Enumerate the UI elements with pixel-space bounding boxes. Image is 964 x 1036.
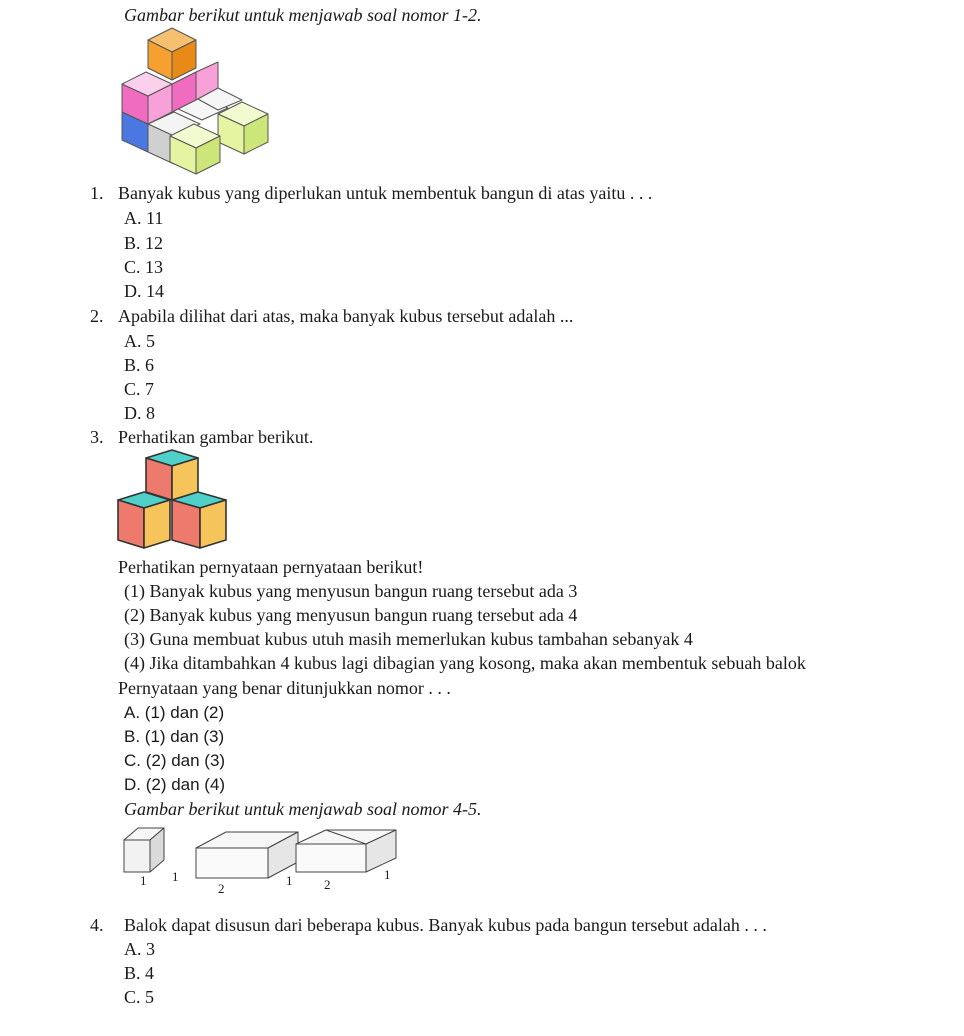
fig4-label-cube-a: 1 — [140, 873, 147, 888]
block-right — [296, 830, 396, 872]
fig4-label-block-left: 2 — [218, 881, 225, 896]
cube-stack-figure — [118, 24, 278, 176]
block-left — [196, 832, 298, 878]
cube-face — [200, 500, 226, 548]
cube-face — [172, 500, 200, 548]
cube-face — [118, 500, 144, 548]
q1-option-a[interactable]: A. 11 — [124, 208, 164, 228]
q4-option-c[interactable]: C. 5 — [124, 987, 155, 1007]
q2-option-d[interactable]: D. 8 — [124, 403, 155, 423]
fig4-label-block-right-2: 1 — [384, 867, 391, 882]
q1-text: Banyak kubus yang diperlukan untuk membentuk bangun di atas yaitu . . . — [118, 183, 653, 203]
q2-text: Apabila dilihat dari atas, maka banyak kubus tersebut adalah ... — [118, 306, 574, 326]
fig4-label-cube-b: 1 — [172, 869, 179, 884]
q2-option-c[interactable]: C. 7 — [124, 379, 155, 399]
q4-number: 4. — [90, 915, 104, 935]
q4-text: Balok dapat disusun dari beberapa kubus. Banyak kubus pada bangun tersebut adalah . . . — [124, 915, 767, 935]
q3-text: Perhatikan gambar berikut. — [118, 427, 314, 447]
q1-number: 1. — [90, 183, 104, 203]
q1-option-d[interactable]: D. 14 — [124, 281, 164, 301]
q3-prompt: Pernyataan yang benar ditunjukkan nomor . . . — [118, 678, 451, 698]
q3-option-d[interactable]: D. (2) dan (4) — [124, 775, 226, 794]
q3-statements-intro: Perhatikan pernyataan pernyataan berikut! — [118, 557, 424, 577]
block-figure — [120, 822, 410, 902]
q4-option-b[interactable]: B. 4 — [124, 963, 155, 983]
intro-4-5: Gambar berikut untuk menjawab soal nomor 4-5. — [124, 799, 482, 819]
q1-option-b[interactable]: B. 12 — [124, 233, 164, 253]
q2-number: 2. — [90, 306, 104, 326]
intro-1-2: Gambar berikut untuk menjawab soal nomor 1-2. — [124, 5, 482, 25]
q3-number: 3. — [90, 427, 104, 447]
q1-option-c[interactable]: C. 13 — [124, 257, 164, 277]
q3-statement-2: (2) Banyak kubus yang menyusun bangun ruang tersebut ada 4 — [124, 605, 578, 625]
q3-option-a[interactable]: A. (1) dan (2) — [124, 703, 225, 722]
fig4-label-block-right-1: 2 — [324, 877, 331, 892]
cube-face — [144, 500, 170, 548]
fig4-label-block-mid: 1 — [286, 873, 293, 888]
q2-option-b[interactable]: B. 6 — [124, 355, 155, 375]
small-cube — [124, 828, 164, 872]
q3-statement-4: (4) Jika ditambahkan 4 kubus lagi dibagian yang kosong, maka akan membentuk sebuah balok — [124, 653, 806, 673]
q4-option-a[interactable]: A. 3 — [124, 939, 155, 959]
three-cube-figure — [116, 448, 230, 552]
q3-option-b[interactable]: B. (1) dan (3) — [124, 727, 225, 746]
q3-statement-3: (3) Guna membuat kubus utuh masih memerlukan kubus tambahan sebanyak 4 — [124, 629, 693, 649]
q3-statement-1: (1) Banyak kubus yang menyusun bangun ruang tersebut ada 3 — [124, 581, 578, 601]
q2-option-a[interactable]: A. 5 — [124, 331, 155, 351]
q3-option-c[interactable]: C. (2) dan (3) — [124, 751, 226, 770]
